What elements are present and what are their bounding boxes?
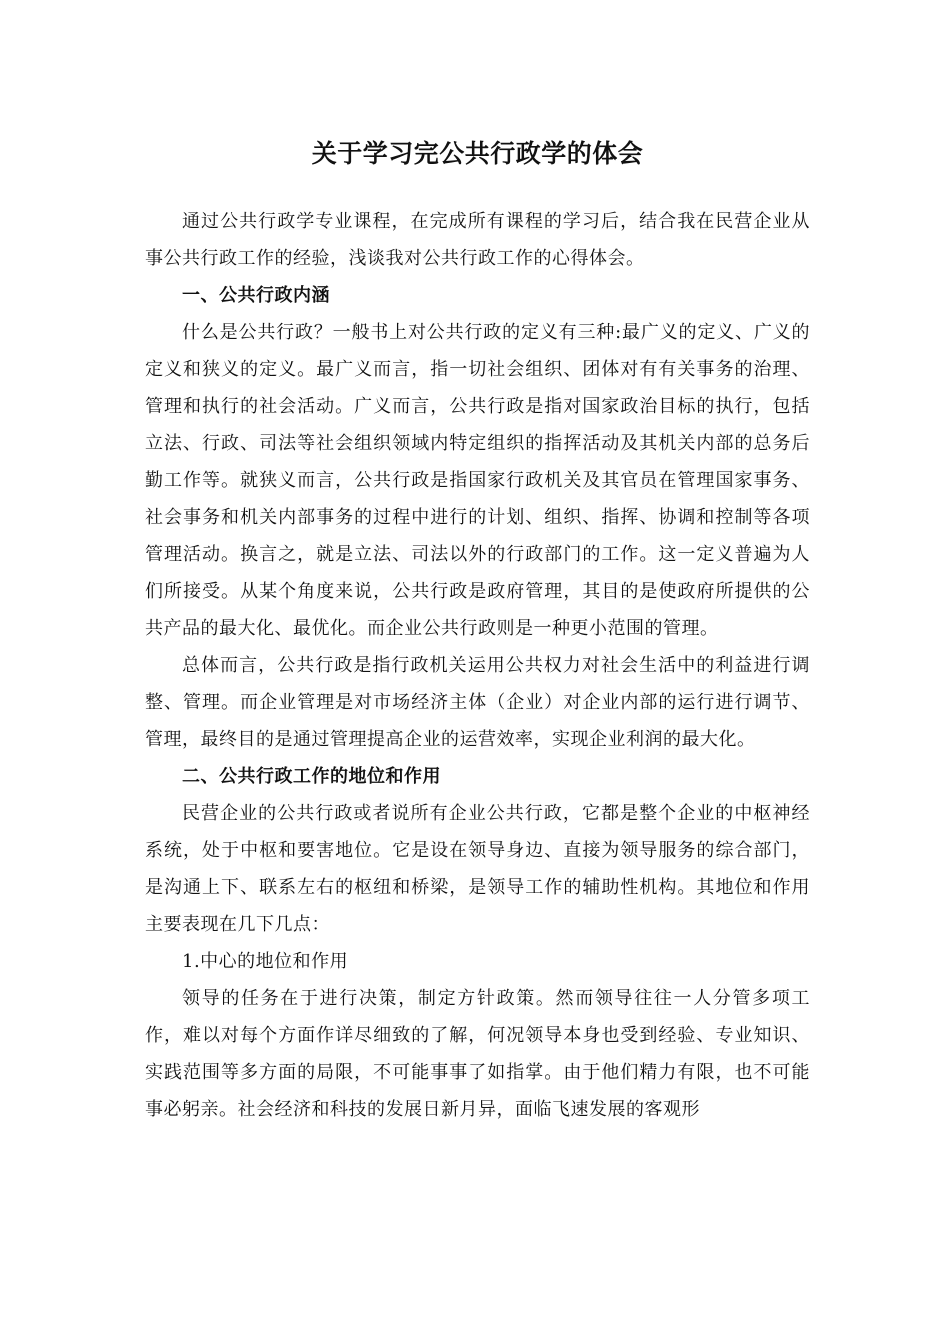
paragraph-leadership: 领导的任务在于进行决策，制定方针政策。然而领导往往一人分管多项工作，难以对每个方面作详尽细致的了解，何况领导本身也受到经验、专业知识、实践范围等多方面的局限，不可能事事了如指掌。由于他们精力有限，也不可能事必躬亲。社会经济和科技的发展日新月异，面临飞速发展的客观形	[145, 988, 810, 1120]
paragraph-summary: 总体而言，公共行政是指行政机关运用公共权力对社会生活中的利益进行调整、管理。而企业管理是对市场经济主体（企业）对企业内部的运行进行调节、管理，最终目的是通过管理提高企业的运营效率，实现企业利润的最大化。	[145, 655, 810, 750]
subheading-1: 1.中心的地位和作用	[182, 951, 349, 972]
paragraph-intro: 通过公共行政学专业课程，在完成所有课程的学习后，结合我在民营企业从事公共行政工作的经验，浅谈我对公共行政工作的心得体会。	[145, 211, 810, 269]
section-heading-2: 二、公共行政工作的地位和作用	[182, 766, 441, 787]
document-title: 关于学习完公共行政学的体会	[311, 139, 644, 168]
section-heading-1: 一、公共行政内涵	[182, 285, 330, 306]
document-body	[145, 203, 810, 1128]
paragraph-definition: 什么是公共行政？一般书上对公共行政的定义有三种:最广义的定义、广义的定义和狭义的定义。最广义而言，指一切社会组织、团体对有有关事务的治理、管理和执行的社会活动。广义而言，公共行政是指对国家政治目标的执行，包括立法、行政、司法等社会组织领域内特定组织的指挥活动及其机关内部的总务后勤工作等。就狭义而言，公共行政是指国家行政机关及其官员在管理国家事务、社会事务和机关内部事务的过程中进行的计划、组织、指挥、协调和控制等各项管理活动。换言之，就是立法、司法以外的行政部门的工作。这一定义普遍为人们所接受。从某个角度来说，公共行政是政府管理，其目的是使政府所提供的公共产品的最大化、最优化。而企业公共行政则是一种更小范围的管理。	[145, 322, 810, 639]
paragraph-status: 民营企业的公共行政或者说所有企业公共行政，它都是整个企业的中枢神经系统，处于中枢和要害地位。它是设在领导身边、直接为领导服务的综合部门，是沟通上下、联系左右的枢纽和桥梁，是领导工作的辅助性机构。其地位和作用主要表现在几下几点：	[145, 803, 810, 935]
